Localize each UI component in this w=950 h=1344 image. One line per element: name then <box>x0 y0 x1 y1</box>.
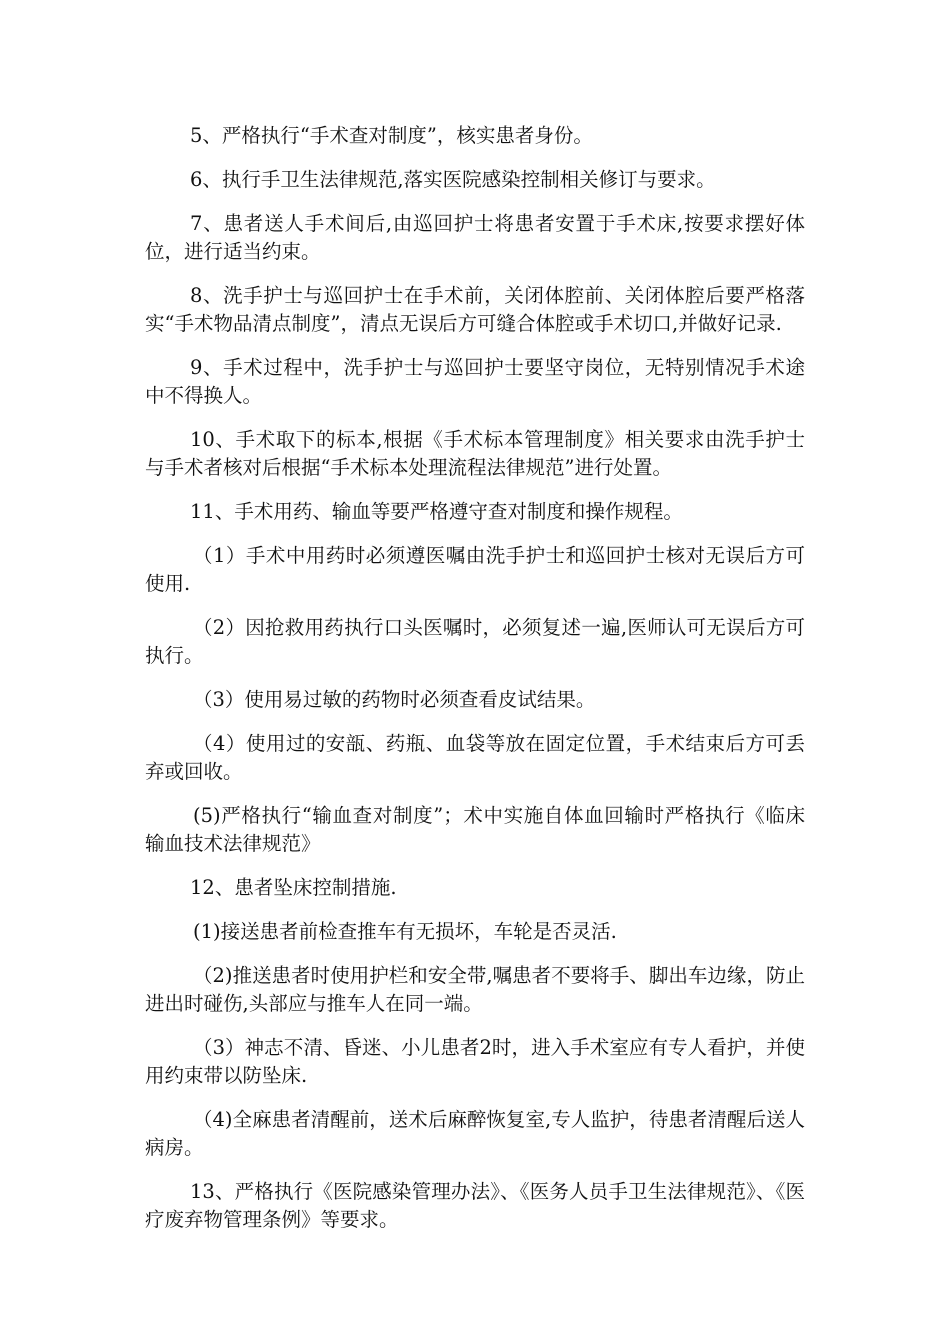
paragraph-item-6: 6、执行手卫生法律规范,落实医院感染控制相关修订与要求。 <box>190 168 716 191</box>
paragraph-item-11: 11、手术用药、输血等要严格遵守查对制度和操作规程。 <box>190 500 683 523</box>
paragraph-item-12: 12、患者坠床控制措施. <box>190 876 397 899</box>
paragraph-item-8: 8、洗手护士与巡回护士在手术前，关闭体腔前、关闭体腔后要严格落实“手术物品清点制度”，清点无误后方可缝合体腔或手术切口,并做好记录. <box>145 284 805 335</box>
paragraph-subitem-12-4: （4)全麻患者清醒前，送术后麻醉恢复室,专人监护，待患者清醒后送人病房。 <box>145 1108 805 1159</box>
document-body <box>145 122 805 1250</box>
paragraph-subitem-12-2: （2)推送患者时使用护栏和安全带,嘱患者不要将手、脚出车边缘，防止进出时碰伤,头部应与推车人在同一端。 <box>145 964 805 1015</box>
paragraph-subitem-11-2: （2）因抢救用药执行口头医嘱时，必须复述一遍,医师认可无误后方可执行。 <box>145 616 805 667</box>
paragraph-item-7: 7、患者送人手术间后,由巡回护士将患者安置于手术床,按要求摆好体位，进行适当约束。 <box>145 212 805 263</box>
paragraph-subitem-11-3: （3）使用易过敏的药物时必须查看皮试结果。 <box>193 688 596 711</box>
paragraph-subitem-12-3: （3）神志不清、昏迷、小儿患者2时，进入手术室应有专人看护，并使用约束带以防坠床. <box>145 1036 805 1087</box>
paragraph-subitem-12-1: (1)接送患者前检查推车有无损坏，车轮是否灵活. <box>193 920 617 943</box>
paragraph-subitem-11-1: （1）手术中用药时必须遵医嘱由洗手护士和巡回护士核对无误后方可使用. <box>145 544 805 595</box>
paragraph-item-5: 5、严格执行“手术查对制度”，核实患者身份。 <box>190 124 593 147</box>
paragraph-item-9: 9、手术过程中，洗手护士与巡回护士要坚守岗位，无特别情况手术途中不得换人。 <box>145 356 805 407</box>
paragraph-subitem-11-4: （4）使用过的安瓿、药瓶、血袋等放在固定位置，手术结束后方可丢弃或回收。 <box>145 732 805 783</box>
paragraph-subitem-11-5: (5)严格执行“输血查对制度”；术中实施自体血回输时严格执行《临床输血技术法律规范》 <box>145 804 805 855</box>
paragraph-item-13: 13、严格执行《医院感染管理办法》、《医务人员手卫生法律规范》、《医疗废弃物管理条例》等要求。 <box>145 1180 805 1231</box>
paragraph-item-10: 10、手术取下的标本,根据《手术标本管理制度》相关要求由洗手护士与手术者核对后根据“手术标本处理流程法律规范”进行处置。 <box>145 428 805 479</box>
